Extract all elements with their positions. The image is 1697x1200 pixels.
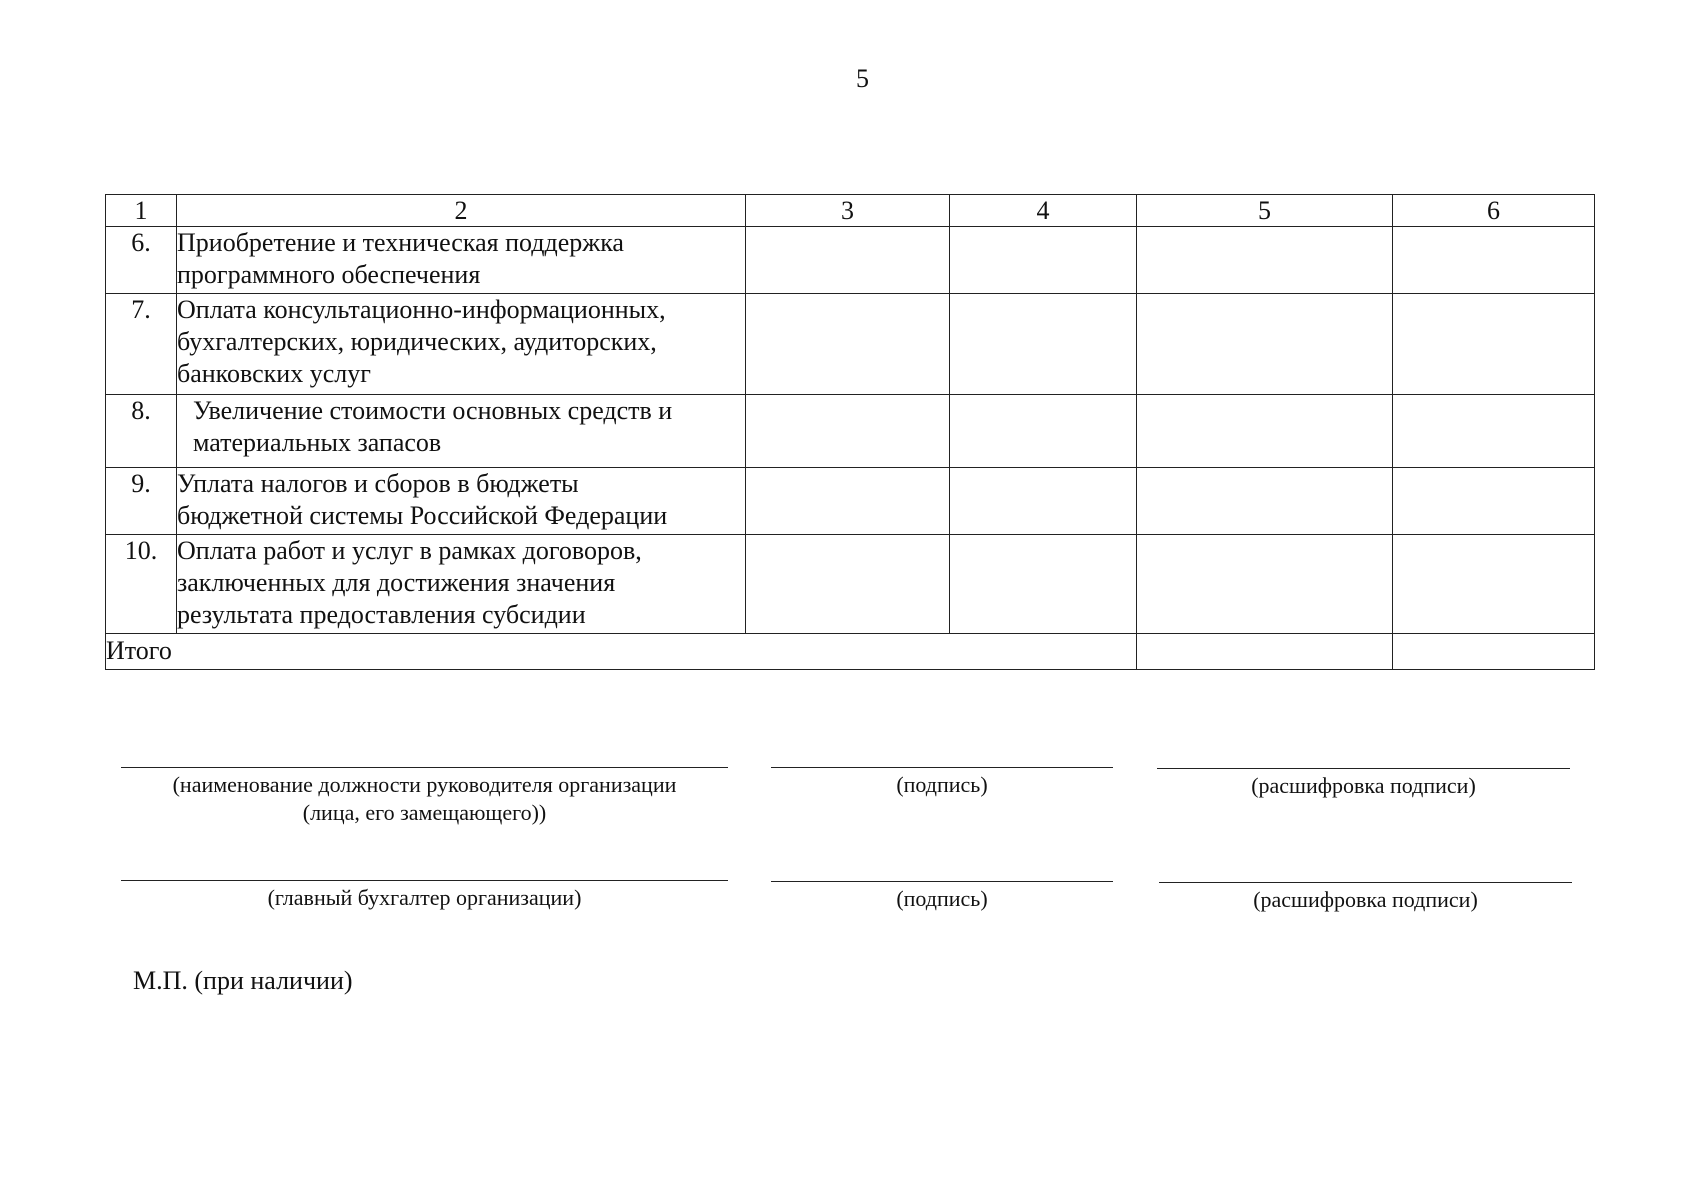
value-cell-col4[interactable] [950,468,1137,535]
row-number: 9. [106,468,177,535]
signature-caption: (подпись) [896,772,988,797]
total-row [106,634,1595,670]
value-cell-col4[interactable] [950,294,1137,395]
table-row [106,468,1595,535]
position-caption-line: (наименование должности руководителя организации [172,772,677,797]
value-cell-col4[interactable] [950,535,1137,634]
value-cell-col6[interactable] [1393,227,1595,294]
signature-decoding-caption: (расшифровка подписи) [1253,887,1478,912]
signature-line[interactable] [771,881,1113,882]
expense-name-line: Увеличение стоимости основных средств и [193,396,673,425]
signature-decoding-line[interactable] [1159,882,1572,883]
position-signature-line[interactable] [121,767,728,768]
table-row [106,395,1595,468]
page-number: 5 [856,64,869,93]
position-caption-line: (лица, его замещающего)) [302,800,547,825]
value-cell-col4[interactable] [950,227,1137,294]
value-cell-col5[interactable] [1137,535,1393,634]
total-cell-col5[interactable] [1137,634,1393,670]
column-number-4: 4 [950,195,1137,227]
table-row [106,294,1595,395]
stamp-place-label: М.П. (при наличии) [133,966,353,995]
expense-name-line: бухгалтерских, юридических, аудиторских, [177,327,657,356]
column-number-3: 3 [746,195,950,227]
table-row [106,227,1595,294]
value-cell-col3[interactable] [746,468,950,535]
expense-name-line: заключенных для достижения значения [177,568,616,597]
value-cell-col6[interactable] [1393,294,1595,395]
chief-accountant-caption: (главный бухгалтер организации) [267,885,582,910]
value-cell-col4[interactable] [950,395,1137,468]
column-number-1: 1 [106,195,177,227]
expense-name-line: Уплата налогов и сборов в бюджеты [177,469,579,498]
expense-name [177,468,746,535]
total-cell-col6[interactable] [1393,634,1595,670]
expense-name [177,227,746,294]
total-label: Итого [106,634,1137,670]
expense-name-line: материальных запасов [193,428,442,457]
value-cell-col5[interactable] [1137,395,1393,468]
expense-name [177,535,746,634]
expense-name-line: банковских услуг [177,359,371,388]
expense-name [177,395,746,468]
signature-decoding-caption: (расшифровка подписи) [1251,773,1476,798]
expense-name-line: Приобретение и техническая поддержка [177,228,624,257]
expense-name-line: Оплата работ и услуг в рамках договоров, [177,536,642,565]
value-cell-col3[interactable] [746,294,950,395]
row-number: 8. [106,395,177,468]
row-number: 6. [106,227,177,294]
expense-name-line: Оплата консультационно-информационных, [177,295,666,324]
chief-accountant-line[interactable] [121,880,728,881]
value-cell-col6[interactable] [1393,395,1595,468]
expense-name-line: результата предоставления субсидии [177,600,586,629]
row-number: 10. [106,535,177,634]
signature-decoding-line[interactable] [1157,768,1570,769]
value-cell-col3[interactable] [746,395,950,468]
signature-line[interactable] [771,767,1113,768]
value-cell-col6[interactable] [1393,468,1595,535]
expense-name [177,294,746,395]
column-number-2: 2 [177,195,746,227]
table-row [106,535,1595,634]
position-caption [121,771,728,827]
column-number-6: 6 [1393,195,1595,227]
expenses-table [105,194,1595,670]
column-number-row [106,195,1595,227]
value-cell-col3[interactable] [746,535,950,634]
row-number: 7. [106,294,177,395]
value-cell-col5[interactable] [1137,227,1393,294]
expense-name-line: бюджетной системы Российской Федерации [177,501,668,530]
signature-caption: (подпись) [896,886,988,911]
value-cell-col5[interactable] [1137,294,1393,395]
column-number-5: 5 [1137,195,1393,227]
value-cell-col3[interactable] [746,227,950,294]
value-cell-col5[interactable] [1137,468,1393,535]
expense-name-line: программного обеспечения [177,260,481,289]
value-cell-col6[interactable] [1393,535,1595,634]
